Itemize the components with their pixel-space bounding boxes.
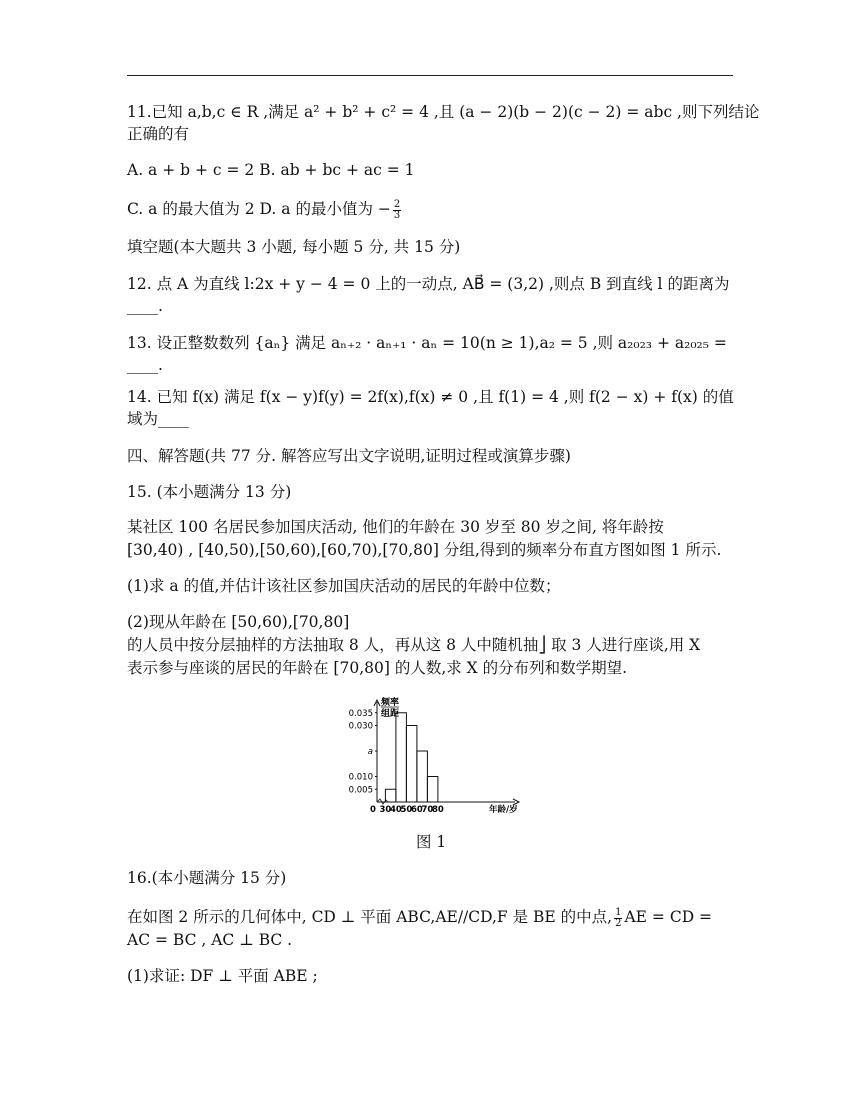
x-tick-label: 40	[389, 805, 402, 815]
q11-options-cd-text: C. a 的最大值为 2 D. a 的最小值为 −	[127, 200, 391, 218]
frequency-histogram	[348, 692, 525, 817]
y-tick-label: 0.030	[348, 721, 373, 732]
y-tick-label: a	[367, 747, 373, 757]
x-tick-label: 30	[379, 805, 392, 815]
q11-line2: 正确的有	[127, 125, 190, 143]
x-tick-label: 80	[431, 805, 444, 815]
q11-options-ab: A. a + b + c = 2 B. ab + bc + ac = 1	[127, 161, 415, 179]
figure-caption: 图 1	[416, 833, 447, 851]
q14-line1: 14. 已知 f(x) 满足 f(x − y)f(y) = 2f(x),f(x) ≠ 0 ,且 f(1) = 4 ,则 f(2 − x) + f(x) 的值	[127, 388, 734, 406]
q14-line2: 域为____	[127, 410, 190, 428]
q16-fraction: $\frac{1}{2}$	[615, 906, 622, 929]
x-tick-label: 70	[421, 805, 434, 815]
y-tick-label: 0.010	[348, 772, 373, 783]
histogram-bar	[396, 713, 407, 802]
x-axis-label: 年龄/岁	[489, 805, 518, 815]
y-label-bottom: 组距	[381, 709, 400, 719]
q15-s1: (1)求 a 的值,并估计该社区参加国庆活动的居民的年龄中位数；	[127, 577, 561, 595]
x-tick-label: 0	[370, 805, 376, 815]
y-tick-label: 0.035	[348, 708, 373, 719]
q16-header: 16.(本小题满分 15 分)	[127, 869, 287, 887]
q15-s2b: 的人员中按分层抽样的方法抽取 8 人，再从这 8 人中随机抽⎦ 取 3 人进行座谈,用 X	[127, 636, 701, 654]
q11-line1: 11.已知 a,b,c ∈ R ,满足 a² + b² + c² = 4 ,且 (a − 2)(b − 2)(c − 2) = abc ,则下列结论	[127, 103, 760, 121]
section4-title: 四、解答题(共 77 分. 解答应写出文字说明,证明过程或演算步骤)	[127, 447, 571, 465]
histogram-bar	[385, 789, 396, 802]
x-tick-label: 60	[410, 805, 423, 815]
y-tick-label: 0.005	[348, 785, 373, 796]
histogram-bar	[427, 777, 438, 803]
q15-p2: [30,40) , [40,50),[50,60),[60,70),[70,80] 分组,得到的频率分布直方图如图 1 所示.	[127, 541, 722, 559]
x-tick-label: 50	[400, 805, 413, 815]
q11-fraction: $\frac{2}{3}$	[393, 198, 401, 221]
q12-line2: ____.	[127, 297, 163, 315]
q11-options-cd	[127, 198, 403, 221]
q13-line1: 13. 设正整数数列 {aₙ} 满足 aₙ₊₂ · aₙ₊₁ · aₙ = 10(n ≥ 1),a₂ = 5 ,则 a₂₀₂₃ + a₂₀₂₅ =	[127, 334, 727, 352]
q15-p1: 某社区 100 名居民参加国庆活动, 他们的年龄在 30 岁至 80 岁之间, 将年龄按	[127, 518, 664, 536]
y-label-top: 频率	[381, 698, 400, 708]
histogram-bar	[406, 726, 417, 803]
q15-header: 15. (本小题满分 13 分)	[127, 483, 292, 501]
q12-line1: 12. 点 A 为直线 l:2x + y − 4 = 0 上的一动点, AB⃗ = (3,2) ,则点 B 到直线 l 的距离为	[127, 275, 730, 293]
q15-s2a: (2)现从年龄在 [50,60),[70,80]	[127, 613, 350, 631]
q16-p1	[127, 906, 712, 929]
section3-title: 填空题(本大题共 3 小题, 每小题 5 分, 共 15 分)	[127, 238, 461, 256]
top-rule	[127, 75, 733, 76]
q15-s2c: 表示参与座谈的居民的年龄在 [70,80] 的人数,求 X 的分布列和数学期望.	[127, 659, 628, 677]
q13-line2: ____.	[127, 356, 163, 374]
q16-p1-suffix: AE = CD =	[624, 908, 713, 926]
q16-s1: (1)求证: DF ⊥ 平面 ABE ;	[127, 967, 318, 985]
q16-p1-prefix: 在如图 2 所示的几何体中, CD ⊥ 平面 ABC,AE//CD,F 是 BE 的中点,	[127, 908, 613, 926]
histogram-bar	[417, 751, 428, 802]
q16-p2: AC = BC , AC ⊥ BC .	[127, 931, 293, 949]
